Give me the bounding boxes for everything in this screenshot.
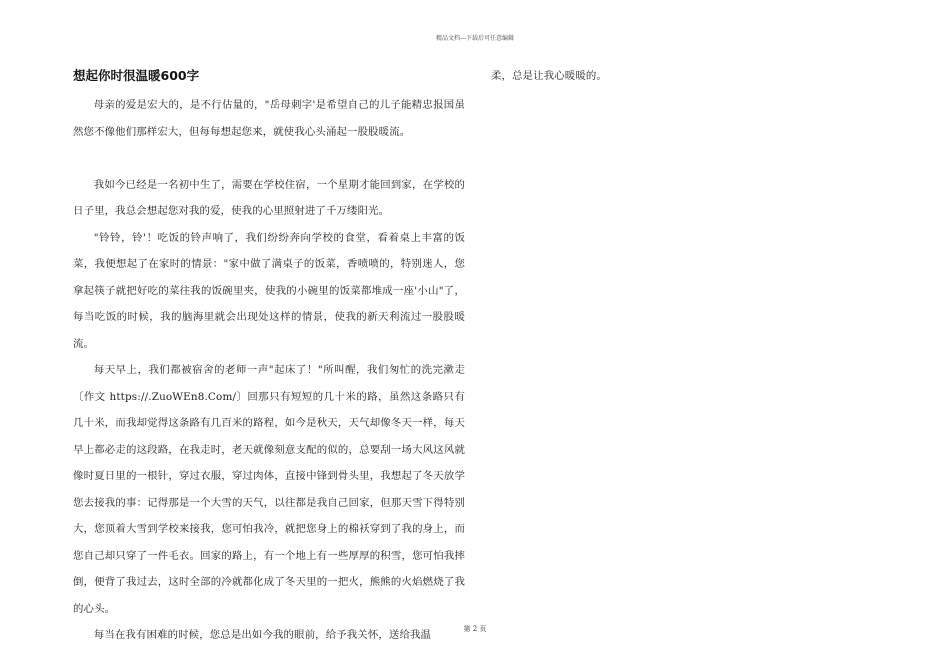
paragraph-6: 每当在我有困难的时候，您总是出如今我的眼前，给予我关怀，送给我温 (93, 629, 432, 641)
article-title: 想起你时很温暖600字 (73, 68, 200, 83)
article-right-column (491, 63, 871, 90)
paragraph-continuation: 柔，总是让我心暖暖的。 (491, 70, 607, 82)
paragraph-1: 母亲的爱是宏大的，是不行估量的，"岳母刺字'是希望自己的儿子能精忠报国虽然您不像他们那样宏大，但每每想起您来，就使我心头涌起一股股暖流。 (73, 99, 465, 138)
paragraph-3: 我如今已经是一名初中生了，需要在学校住宿，一个星期才能回到家，在学校的日子里，我总会想起您对我的爱，使我的心里照射进了千万缕阳光。 (73, 178, 465, 217)
header-note: 精品文档---下载后可任意编辑 (435, 35, 515, 42)
paragraph-5: 每天早上，我们都被宿舍的老师一声"起床了！"所叫醒，我们匆忙的洗完漱走〔作文 https://.ZuoWEn8.Com/〕回那只有短短的几十米的路，虽然这条路只有几十米，而我却觉得这条路有几百米的路程，如今是秋天，天气却像冬天一样，每天早上都必走的这段路，在我走时，老天就像刻意支配的似的，总要刮一场大风这风就像时夏日里的一根针，穿过衣服，穿过肉体，直接中锋到骨头里，我想起了冬天放学您去接我的事：记得那是一个大雪的天气，以往都是我自己回家，但那天雪下得特别大，您顶着大雪到学校来接我，您可怕我冷，就把您身上的棉袄穿到了我的身上，而您自己却只穿了一件毛衣。回家的路上，有一个地上有一些厚厚的积雪，您可怕我摔倒，便背了我过去，这时全部的冷就都化成了冬天里的一把火，熊熊的火焰燃烧了我的心头。 (73, 364, 465, 615)
article-left-column (73, 68, 465, 649)
paragraph-4: "铃铃，铃'！吃饭的铃声响了，我们纷纷奔向学校的食堂，看着桌上丰富的饭菜，我便想起了在家时的情景："家中做了满桌子的饭菜，香喷喷的，特别迷人，您拿起筷子就把好吃的菜往我的饭碗里夹，使我的小碗里的饭菜都堆成一座'小山"了，每当吃饭的时候，我的脑海里就会出现处这样的情景，使我的新天利流过一股股暖流。 (73, 231, 465, 350)
page-number: 第 2 页 (463, 625, 487, 633)
paragraph-gap (73, 145, 465, 172)
